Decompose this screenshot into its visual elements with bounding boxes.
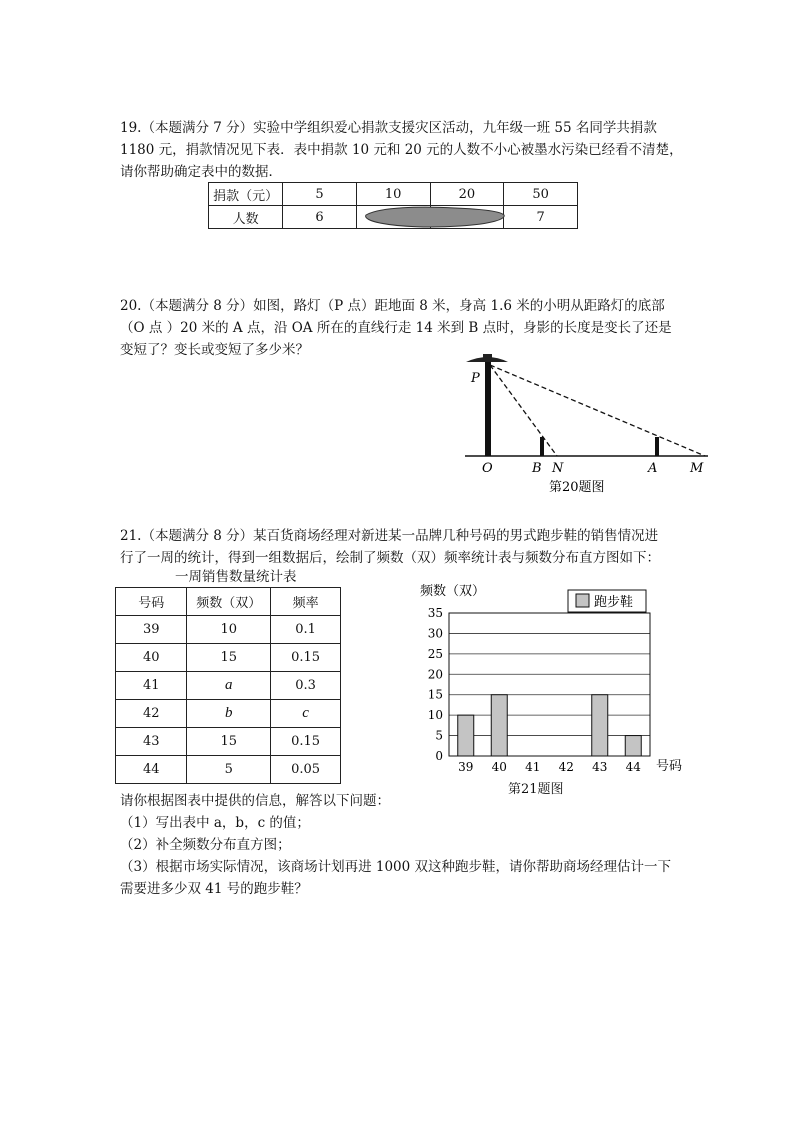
histogram-bar bbox=[592, 695, 608, 756]
table-row bbox=[116, 616, 341, 644]
q21-line-1: 21.（本题满分 8 分）某百货商场经理对新进某一品牌几种号码的男式跑步鞋的销售情况进 bbox=[120, 528, 659, 544]
q21-questions bbox=[120, 790, 690, 900]
lamp-cap bbox=[483, 354, 492, 360]
sales-table bbox=[115, 587, 341, 784]
label-p: P bbox=[471, 371, 480, 386]
ink-stain bbox=[360, 204, 510, 230]
y-tick-label: 30 bbox=[427, 626, 443, 641]
table-cell: 0.15 bbox=[271, 728, 341, 756]
y-tick-label: 0 bbox=[435, 749, 443, 763]
legend-label: 跑步鞋 bbox=[594, 595, 634, 610]
table-cell: 6 bbox=[283, 206, 357, 229]
q21-line-2: 行了一周的统计，得到一组数据后，绘制了频数（双）频率统计表与频数分布直方图如下： bbox=[120, 550, 660, 566]
x-tick-label: 39 bbox=[458, 760, 474, 774]
table-cell: 10 bbox=[187, 616, 271, 644]
q21-question-3: （3）根据市场实际情况，该商场计划再进 1000 双这种跑步鞋，请你帮助商场经理估计一下 bbox=[120, 859, 672, 875]
table-row bbox=[116, 728, 341, 756]
label-n: N bbox=[552, 461, 564, 476]
table-cell: 0.15 bbox=[271, 644, 341, 672]
table-cell: 43 bbox=[116, 728, 187, 756]
histogram-bar bbox=[491, 695, 507, 756]
frequency-histogram bbox=[400, 580, 700, 795]
q21-question-2: （2）补全频数分布直方图； bbox=[120, 837, 291, 853]
table-cell: 人数 bbox=[209, 206, 283, 229]
figure-20-caption: 第20题图 bbox=[549, 480, 605, 495]
table-cell: 5 bbox=[187, 756, 271, 784]
table-title: 一周销售数量统计表 bbox=[175, 569, 297, 585]
table-cell: 15 bbox=[187, 728, 271, 756]
table-row bbox=[116, 672, 341, 700]
q19-line-1: 19.（本题满分 7 分）实验中学组织爱心捐款支援灾区活动，九年级一班 55 名同学共捐款 bbox=[120, 120, 657, 136]
y-tick-label: 15 bbox=[427, 687, 443, 702]
table-cell: 20 bbox=[430, 183, 504, 206]
table-cell: a bbox=[187, 672, 271, 700]
x-tick-label: 44 bbox=[625, 760, 641, 774]
table-row bbox=[116, 588, 341, 616]
q21-question-3-cont: 需要进多少双 41 号的跑步鞋？ bbox=[120, 881, 308, 897]
table-row bbox=[209, 183, 578, 206]
table-cell: 44 bbox=[116, 756, 187, 784]
legend-swatch bbox=[576, 594, 589, 607]
table-cell: 15 bbox=[187, 644, 271, 672]
table-cell: 频率 bbox=[271, 588, 341, 616]
y-tick-label: 5 bbox=[435, 728, 443, 743]
person-at-b bbox=[540, 437, 544, 456]
grid-lines bbox=[449, 633, 650, 735]
x-tick-label: 42 bbox=[558, 760, 574, 774]
y-tick-label: 20 bbox=[427, 667, 443, 682]
y-tick-label: 25 bbox=[427, 646, 443, 661]
q21-question-1: （1）写出表中 a，b，c 的值； bbox=[120, 815, 310, 831]
table-cell: 捐款（元） bbox=[209, 183, 283, 206]
label-m: M bbox=[690, 461, 704, 476]
table-cell: 39 bbox=[116, 616, 187, 644]
table-cell: 0.3 bbox=[271, 672, 341, 700]
table-cell: 10 bbox=[356, 183, 430, 206]
table-row bbox=[116, 756, 341, 784]
q19-line-3: 请你帮助确定表中的数据． bbox=[120, 164, 282, 180]
table-cell: 41 bbox=[116, 672, 187, 700]
plot-frame bbox=[449, 613, 650, 756]
person-at-a bbox=[655, 437, 659, 456]
bars bbox=[458, 695, 642, 756]
label-o: O bbox=[482, 461, 493, 476]
y-axis-label: 频数（双） bbox=[420, 584, 486, 599]
table-cell: 0.05 bbox=[271, 756, 341, 784]
streetlight-figure bbox=[450, 345, 730, 500]
figure-21-caption: 第21题图 bbox=[508, 782, 564, 797]
ray-pm bbox=[490, 365, 705, 456]
q21-question-intro: 请你根据图表中提供的信息，解答以下问题： bbox=[120, 793, 390, 809]
q20-line-2: （O 点 ）20 米的 A 点，沿 OA 所在的直线行走 14 米到 B 点时，身影的长度是变长了还是 bbox=[120, 320, 672, 336]
table-cell: b bbox=[187, 700, 271, 728]
y-tick-label: 10 bbox=[427, 708, 443, 723]
x-tick-label: 41 bbox=[525, 760, 541, 774]
histogram-bar bbox=[458, 715, 474, 756]
table-cell: 42 bbox=[116, 700, 187, 728]
table-cell: 50 bbox=[504, 183, 578, 206]
q19-line-2: 1180 元，捐款情况见下表．表中捐款 10 元和 20 元的人数不小心被墨水污染已经看不清楚， bbox=[120, 142, 683, 158]
x-axis-label: 号码 bbox=[656, 759, 683, 774]
table-row bbox=[116, 700, 341, 728]
label-b: B bbox=[532, 461, 542, 476]
lamp-pole bbox=[485, 362, 491, 456]
x-tick-label: 43 bbox=[592, 760, 608, 774]
table-cell: 7 bbox=[504, 206, 578, 229]
table-cell: 频数（双） bbox=[187, 588, 271, 616]
table-cell: 0.1 bbox=[271, 616, 341, 644]
table-cell: 40 bbox=[116, 644, 187, 672]
q21-text bbox=[120, 525, 690, 569]
q20-line-1: 20.（本题满分 8 分）如图，路灯（P 点）距地面 8 米，身高 1.6 米的小明从距路灯的底部 bbox=[120, 298, 665, 314]
histogram-bar bbox=[625, 736, 641, 756]
table-cell: 5 bbox=[283, 183, 357, 206]
label-a: A bbox=[648, 461, 658, 476]
table-cell: 号码 bbox=[116, 588, 187, 616]
q19-text bbox=[120, 117, 690, 183]
table-cell: c bbox=[271, 700, 341, 728]
y-tick-label: 35 bbox=[427, 606, 443, 620]
x-tick-label: 40 bbox=[491, 760, 507, 774]
table-row bbox=[116, 644, 341, 672]
q20-line-3: 变短了？变长或变短了多少米？ bbox=[120, 342, 309, 358]
